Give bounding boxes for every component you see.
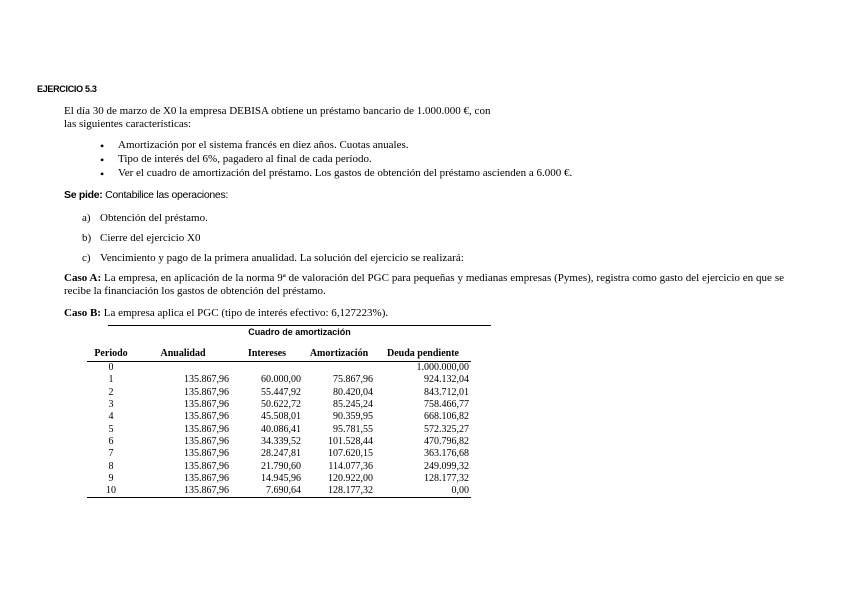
- header-anualidad: Anualidad: [135, 347, 231, 362]
- cell-amortizacion: 107.620,15: [328, 448, 373, 460]
- cell-intereses: 14.945,96: [261, 472, 301, 484]
- task-text: Obtención del préstamo.: [100, 212, 208, 224]
- cell-anualidad: 135.867,96: [184, 472, 229, 484]
- cell-periodo: 3: [108, 399, 114, 411]
- cell-intereses: 34.339,52: [261, 435, 301, 447]
- cell-periodo: 7: [108, 448, 114, 460]
- exercise-title: EJERCICIO 5.3: [37, 84, 97, 94]
- cell-deuda-pendiente: 1.000.000,00: [416, 362, 469, 374]
- table-row: [87, 448, 471, 460]
- bullet-item: • Tipo de interés del 6%, pagadero al final de cada período.: [88, 153, 572, 167]
- cell-anualidad: 135.867,96: [184, 374, 229, 386]
- case-a-paragraph: [64, 272, 784, 298]
- cell-deuda-pendiente: 924.132,04: [424, 374, 469, 386]
- cell-anualidad: 135.867,96: [184, 423, 229, 435]
- cell-anualidad: 135.867,96: [184, 386, 229, 398]
- cell-deuda-pendiente: 249.099,32: [424, 460, 469, 472]
- bullet-item: • Amortización por el sistema francés en diez años. Cuotas anuales.: [88, 139, 572, 153]
- cell-amortizacion: 90.359,95: [333, 411, 373, 423]
- cell-intereses: 28.247,81: [261, 448, 301, 460]
- task-item: [64, 252, 464, 272]
- table-row: [87, 485, 471, 498]
- amortization-table: [87, 347, 471, 498]
- table-row: [87, 362, 471, 375]
- cell-deuda-pendiente: 363.176,68: [424, 448, 469, 460]
- cell-periodo: 6: [108, 435, 114, 447]
- task-item: [64, 232, 464, 252]
- loan-characteristics-list: [88, 139, 572, 181]
- table-row: [87, 374, 471, 386]
- cell-periodo: 4: [108, 411, 114, 423]
- cell-intereses: 50.622,72: [261, 399, 301, 411]
- cell-anualidad: 135.867,96: [184, 411, 229, 423]
- cell-intereses: 7.690,64: [231, 485, 303, 498]
- task-letter: c): [82, 252, 91, 264]
- cell-deuda-pendiente: 668.106,82: [424, 411, 469, 423]
- table-body: [87, 362, 471, 498]
- table-row: [87, 387, 471, 399]
- cell-deuda-pendiente: 0,00: [375, 485, 471, 498]
- cell-intereses: 60.000,00: [261, 374, 301, 386]
- table-row: [87, 423, 471, 435]
- header-deuda-pendiente: Deuda pendiente: [375, 347, 471, 362]
- header-intereses: Intereses: [231, 347, 303, 362]
- task-text: Cierre del ejercicio X0: [100, 232, 201, 244]
- cell-amortizacion: 101.528,44: [328, 435, 373, 447]
- task-list: [64, 212, 464, 272]
- cell-anualidad: 135.867,96: [184, 399, 229, 411]
- cell-deuda-pendiente: 572.325,27: [424, 423, 469, 435]
- se-pide-text: Contabilice las operaciones:: [105, 189, 229, 201]
- cell-anualidad: 135.867,96: [184, 435, 229, 447]
- cell-deuda-pendiente: 843.712,01: [424, 386, 469, 398]
- cell-amortizacion: 95.781,55: [333, 423, 373, 435]
- cell-intereses: 21.790,60: [261, 460, 301, 472]
- table-row: [87, 473, 471, 485]
- cell-amortizacion: 114.077,36: [328, 460, 373, 472]
- cell-anualidad: [135, 362, 231, 375]
- table-row: [87, 399, 471, 411]
- cell-amortizacion: 120.922,00: [328, 472, 373, 484]
- table-top-rule: [108, 325, 491, 326]
- cell-periodo: 2: [108, 386, 114, 398]
- se-pide-label: Se pide:: [64, 189, 103, 201]
- bullet-item: • Ver el cuadro de amortización del préstamo. Los gastos de obtención del préstamo ascienden a 6.000 €.: [88, 167, 572, 181]
- cell-intereses: [231, 362, 303, 375]
- header-periodo: Periodo: [87, 347, 135, 362]
- task-item: [64, 212, 464, 232]
- intro-paragraph: El día 30 de marzo de X0 la empresa DEBISA obtiene un préstamo bancario de 1.000.000 €, con las siguientes características:: [64, 105, 491, 131]
- cell-periodo: 0: [108, 362, 114, 374]
- cell-amortizacion: 80.420,04: [333, 386, 373, 398]
- table-row: [87, 460, 471, 472]
- cell-anualidad: 135.867,96: [184, 448, 229, 460]
- header-amortizacion: Amortización: [303, 347, 375, 362]
- table-title: Cuadro de amortización: [248, 327, 351, 337]
- cell-deuda-pendiente: 128.177,32: [424, 472, 469, 484]
- case-b-paragraph: [64, 307, 388, 320]
- cell-deuda-pendiente: 758.466,77: [424, 399, 469, 411]
- question-heading: [64, 189, 228, 202]
- cell-periodo: 5: [108, 423, 114, 435]
- task-text: Vencimiento y pago de la primera anualidad. La solución del ejercicio se realizará:: [100, 252, 464, 264]
- case-a-text: La empresa, en aplicación de la norma 9ª de valoración del PGC para pequeñas y medianas empresas (Pymes), registra como gasto del ejercicio en que se recibe la financiación los gastos de obtención del préstamo.: [64, 272, 784, 298]
- cell-periodo: 10: [87, 485, 135, 498]
- cell-periodo: 9: [108, 472, 114, 484]
- task-letter: a): [82, 212, 91, 224]
- case-a-label: Caso A:: [64, 272, 102, 284]
- table-header-row: [87, 347, 471, 362]
- cell-intereses: 45.508,01: [261, 411, 301, 423]
- cell-deuda-pendiente: 470.796,82: [424, 435, 469, 447]
- cell-amortizacion: 75.867,96: [333, 374, 373, 386]
- cell-intereses: 40.086,41: [261, 423, 301, 435]
- table-row: [87, 436, 471, 448]
- cell-periodo: 8: [108, 460, 114, 472]
- cell-intereses: 55.447,92: [261, 386, 301, 398]
- cell-amortizacion: 85.245,24: [333, 399, 373, 411]
- table-row: [87, 411, 471, 423]
- cell-periodo: 1: [108, 374, 114, 386]
- cell-anualidad: 135.867,96: [184, 460, 229, 472]
- cell-amortizacion: [303, 362, 375, 375]
- case-b-label: Caso B:: [64, 307, 101, 319]
- task-letter: b): [82, 232, 92, 244]
- case-b-text: La empresa aplica el PGC (tipo de interés efectivo: 6,127223%).: [103, 307, 389, 319]
- cell-amortizacion: 128.177,32: [303, 485, 375, 498]
- cell-anualidad: 135.867,96: [135, 485, 231, 498]
